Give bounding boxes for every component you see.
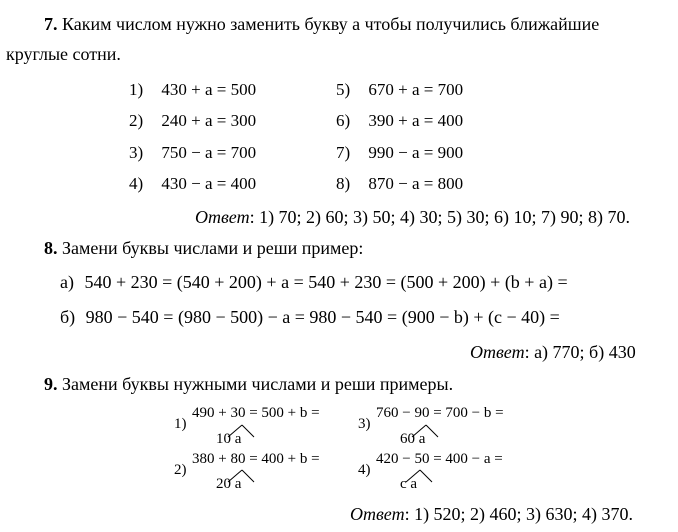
task7-item-6 — [336, 111, 463, 131]
task7-item-7 — [336, 143, 463, 163]
task9-example-number: 4) — [358, 462, 371, 478]
task7-text-line2: круглые сотни. — [6, 44, 121, 64]
task9-answer — [350, 504, 633, 525]
task8-line-b-expr: 980 − 540 = (980 − 500) − a = 980 − 540 = (900 − b) + (c − 40) = — [85, 307, 560, 327]
task7-answer — [195, 207, 630, 228]
task9-example-expr: 420 − 50 = 400 − a = — [376, 451, 503, 467]
task9-number: 9. — [44, 374, 58, 394]
answer-label: Ответ — [350, 504, 405, 524]
task7-item-expr: 670 + a = 700 — [368, 80, 464, 99]
task7-item-number: 7) — [336, 143, 351, 162]
task7-text-line1: Каким числом нужно заменить букву а чтобы получились ближайшие — [62, 14, 600, 34]
task9-example-number: 2) — [174, 462, 187, 478]
task7-item-number: 5) — [336, 80, 351, 99]
answer-label: Ответ — [470, 342, 525, 362]
task7-item-2 — [129, 111, 256, 131]
task7-item-expr: 240 + a = 300 — [161, 111, 257, 130]
task7-item-4 — [129, 174, 256, 194]
task7-item-expr: 990 − a = 900 — [368, 143, 464, 162]
task7-item-8 — [336, 174, 463, 194]
task7-item-number: 6) — [336, 111, 351, 130]
task9-text: Замени буквы нужными числами и реши примеры. — [62, 374, 454, 394]
task9-example-expr: 760 − 90 = 700 − b = — [376, 405, 504, 421]
task8-number: 8. — [44, 238, 58, 258]
task7-item-expr: 870 − a = 800 — [368, 174, 464, 193]
task7-item-1 — [129, 80, 256, 100]
task8-line-a-expr: 540 + 230 = (540 + 200) + a = 540 + 230 = (500 + 200) + (b + a) = — [84, 272, 568, 292]
task9-example-number: 3) — [358, 416, 371, 432]
task7-item-expr: 390 + a = 400 — [368, 111, 464, 130]
task7-item-number: 1) — [129, 80, 144, 99]
task7-number: 7. — [44, 14, 58, 34]
task7-item-number: 4) — [129, 174, 144, 193]
task8-text: Замени буквы числами и реши пример: — [62, 238, 364, 258]
task9-example-expr: 380 + 80 = 400 + b = — [192, 451, 320, 467]
task8-heading — [44, 238, 363, 259]
task8-answer — [470, 342, 636, 363]
task8-line-a-label: а) — [60, 272, 74, 292]
task8-line-b — [60, 307, 560, 328]
task7-item-expr: 430 − a = 400 — [161, 174, 257, 193]
task7-item-expr: 430 + a = 500 — [161, 80, 257, 99]
answer-text: : 1) 520; 2) 460; 3) 630; 4) 370. — [404, 504, 634, 524]
task9-example-split: c a — [400, 476, 418, 492]
task8-line-a — [60, 272, 568, 293]
task7-heading — [44, 14, 599, 35]
task9-example-expr: 490 + 30 = 500 + b = — [192, 405, 320, 421]
task7-item-5 — [336, 80, 463, 100]
answer-text: : а) 770; б) 430 — [524, 342, 636, 362]
task9-example-split: 60 a — [400, 431, 426, 447]
task7-item-expr: 750 − a = 700 — [161, 143, 257, 162]
task8-line-b-label: б) — [60, 307, 76, 327]
task9-example-split: 20 a — [216, 476, 242, 492]
answer-text: : 1) 70; 2) 60; 3) 50; 4) 30; 5) 30; 6) 10; 7) 90; 8) 70. — [249, 207, 631, 227]
answer-label: Ответ — [195, 207, 250, 227]
task7-item-3 — [129, 143, 256, 163]
task7-item-number: 2) — [129, 111, 144, 130]
task7-item-number: 3) — [129, 143, 144, 162]
task9-example-split: 10 a — [216, 431, 242, 447]
task9-example-number: 1) — [174, 416, 187, 432]
task9-heading — [44, 374, 453, 395]
task7-item-number: 8) — [336, 174, 351, 193]
